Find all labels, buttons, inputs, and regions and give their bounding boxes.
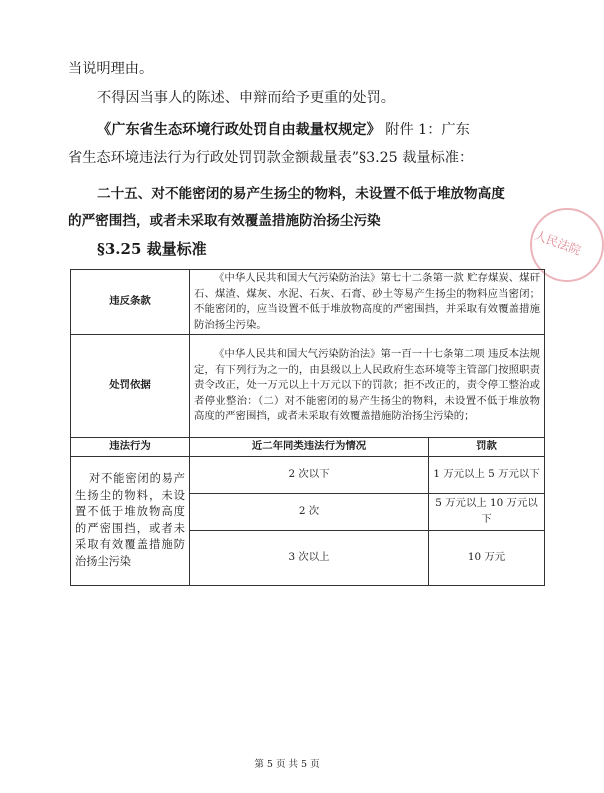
section-heading: §3.25 裁量标准 xyxy=(97,240,207,258)
header-behavior: 违法行为 xyxy=(71,438,190,457)
behavior-cell: 对不能密闭的易产生扬尘的物料，未设置不低于堆放物高度的严密围挡，或者未采取有效覆盖措施防治扬尘污染 xyxy=(71,456,190,585)
penalty-row xyxy=(71,335,545,438)
regulation-title: 《广东省生态环境行政处罚自由裁量权规定》 xyxy=(97,122,381,138)
situation-cell: 3 次以上 xyxy=(190,530,429,585)
paragraph-3-line-1 xyxy=(68,117,548,144)
penalty-text: 《中华人民共和国大气污染防治法》第一百一十七条第二项 违反本法规定，有下列行为之一的，由县级以上人民政府生态环境等主管部门按照职责责令改正，处一万元以上十万元以下的罚款；拒不改正的，责令停工整治或者停业整治：（二）对不能密闭的易产生扬尘的物料，未设置不低于堆放物高度的严密围挡，或者未采取有效覆盖措施防治扬尘污染的； xyxy=(190,335,545,438)
header-fine: 罚款 xyxy=(429,438,545,457)
clause-25-line-2: 的严密围挡，或者未采取有效覆盖措施防治扬尘污染 xyxy=(68,213,381,229)
violation-label: 违反条款 xyxy=(71,270,190,335)
page-footer: 第 5 页 共 5 页 xyxy=(254,759,320,770)
header-situation: 近二年同类违法行为情况 xyxy=(190,438,429,457)
fine-cell: 10 万元 xyxy=(429,530,545,585)
paragraph-3-line-2: 省生态环境违法行为行政处罚罚款金额裁量表”§3.25 裁量标准： xyxy=(68,150,474,166)
situation-cell: 2 次 xyxy=(190,493,429,530)
violation-text: 《中华人民共和国大气污染防治法》第七十二条第一款 贮存煤炭、煤矸石、煤渣、煤灰、水泥、石灰、石膏、砂土等易产生扬尘的物料应当密闭；不能密闭的，应当设置不低于堆放物高度的严密围挡，并采取有效覆盖措施防治扬尘污染。 xyxy=(190,270,545,335)
seal-text: 人民法院 xyxy=(532,228,583,258)
column-header-row xyxy=(71,438,545,457)
table-row xyxy=(71,456,545,493)
attachment-ref: 附件 1：广东 xyxy=(385,122,470,138)
fine-cell: 1 万元以上 5 万元以下 xyxy=(429,456,545,493)
paragraph-2: 不得因当事人的陈述、申辩而给予更重的处罚。 xyxy=(97,90,395,106)
situation-cell: 2 次以下 xyxy=(190,456,429,493)
fine-cell: 5 万元以上 10 万元以下 xyxy=(429,493,545,530)
discretion-table xyxy=(70,269,545,586)
penalty-label: 处罚依据 xyxy=(71,335,190,438)
paragraph-1: 当说明理由。 xyxy=(68,61,154,77)
violation-row xyxy=(71,270,545,335)
clause-25-line-1: 二十五、对不能密闭的易产生扬尘的物料，未设置不低于堆放物高度 xyxy=(97,186,505,202)
